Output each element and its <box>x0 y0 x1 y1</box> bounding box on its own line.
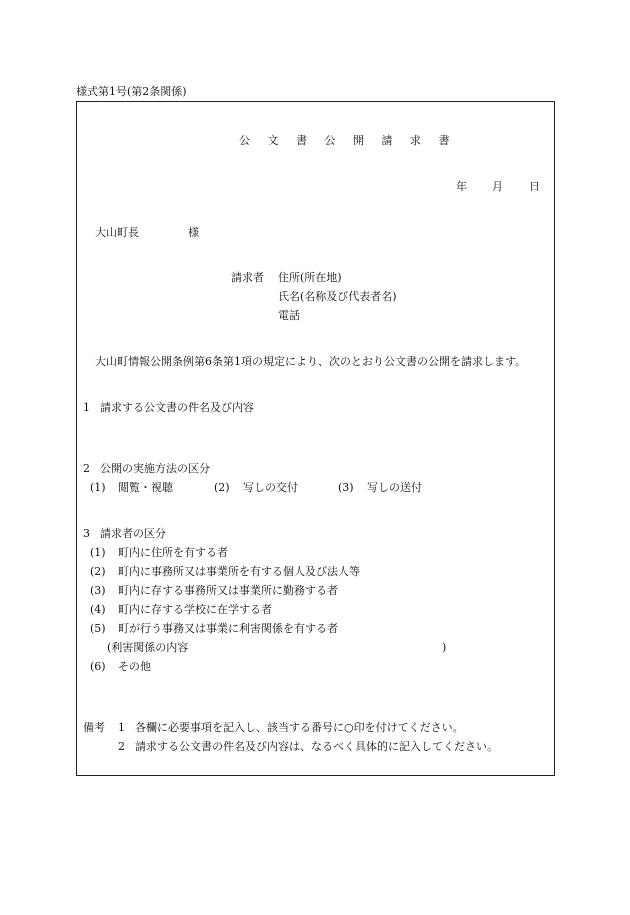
category-4-number: (4) <box>90 603 106 616</box>
category-5-label: 町が行う事務又は事業に利害関係を有する者 <box>118 622 338 635</box>
date-month: 月 <box>492 180 503 193</box>
category-2-number: (2) <box>90 565 106 578</box>
addressee-name: 大山町長 <box>95 226 139 239</box>
section1-title: 請求する公文書の件名及び内容 <box>100 401 254 414</box>
category-5-number: (5) <box>90 622 106 635</box>
method-option-2-label: 写しの交付 <box>243 481 298 494</box>
category-2-label: 町内に事務所又は事業所を有する個人及び法人等 <box>118 565 360 578</box>
intro-text: 大山町情報公開条例第6条第1項の規定により、次のとおり公文書の公開を請求します。 <box>95 355 527 368</box>
date-day: 日 <box>529 180 540 193</box>
section1-number: 1 <box>83 401 90 414</box>
method-option-3-label: 写しの送付 <box>367 481 422 494</box>
method-option-3-number: (3) <box>338 481 354 494</box>
method-option-1-number: (1) <box>90 481 106 494</box>
section2-number: 2 <box>83 462 90 475</box>
requester-address-label: 住所(所在地) <box>278 271 342 284</box>
remarks-label: 備考 <box>83 721 105 734</box>
remark-1-number: 1 <box>118 721 125 734</box>
form-title: 公 文 書 公 開 請 求 書 <box>239 134 457 147</box>
remark-1-text: 各欄に必要事項を記入し、該当する番号に○印を付けてください。 <box>135 721 464 734</box>
form-number: 様式第1号(第2条関係) <box>76 85 187 98</box>
requester-name-label: 氏名(名称及び代表者名) <box>278 290 397 303</box>
section3-number: 3 <box>83 527 90 540</box>
requester-phone-label: 電話 <box>278 309 300 322</box>
category-6-label: その他 <box>118 660 151 673</box>
category-1-number: (1) <box>90 546 106 559</box>
section3-title: 請求者の区分 <box>100 527 166 540</box>
form-frame <box>76 101 555 776</box>
requester-label: 請求者 <box>231 271 264 284</box>
method-option-1-label: 閲覧・視聴 <box>118 481 173 494</box>
method-option-2-number: (2) <box>214 481 230 494</box>
addressee-honorific: 様 <box>188 226 199 239</box>
category-6-number: (6) <box>90 660 106 673</box>
date-year: 年 <box>456 180 467 193</box>
category-4-label: 町内に存する学校に在学する者 <box>118 603 272 616</box>
section2-title: 公開の実施方法の区分 <box>100 462 210 475</box>
category-3-label: 町内に存する事務所又は事業所に勤務する者 <box>118 584 338 597</box>
interest-detail-close: ) <box>442 641 447 654</box>
category-3-number: (3) <box>90 584 106 597</box>
category-1-label: 町内に住所を有する者 <box>118 546 228 559</box>
remark-2-text: 請求する公文書の件名及び内容は、なるべく具体的に記入してください。 <box>135 740 498 753</box>
interest-detail-open: (利害関係の内容 <box>107 641 189 654</box>
remark-2-number: 2 <box>118 740 125 753</box>
